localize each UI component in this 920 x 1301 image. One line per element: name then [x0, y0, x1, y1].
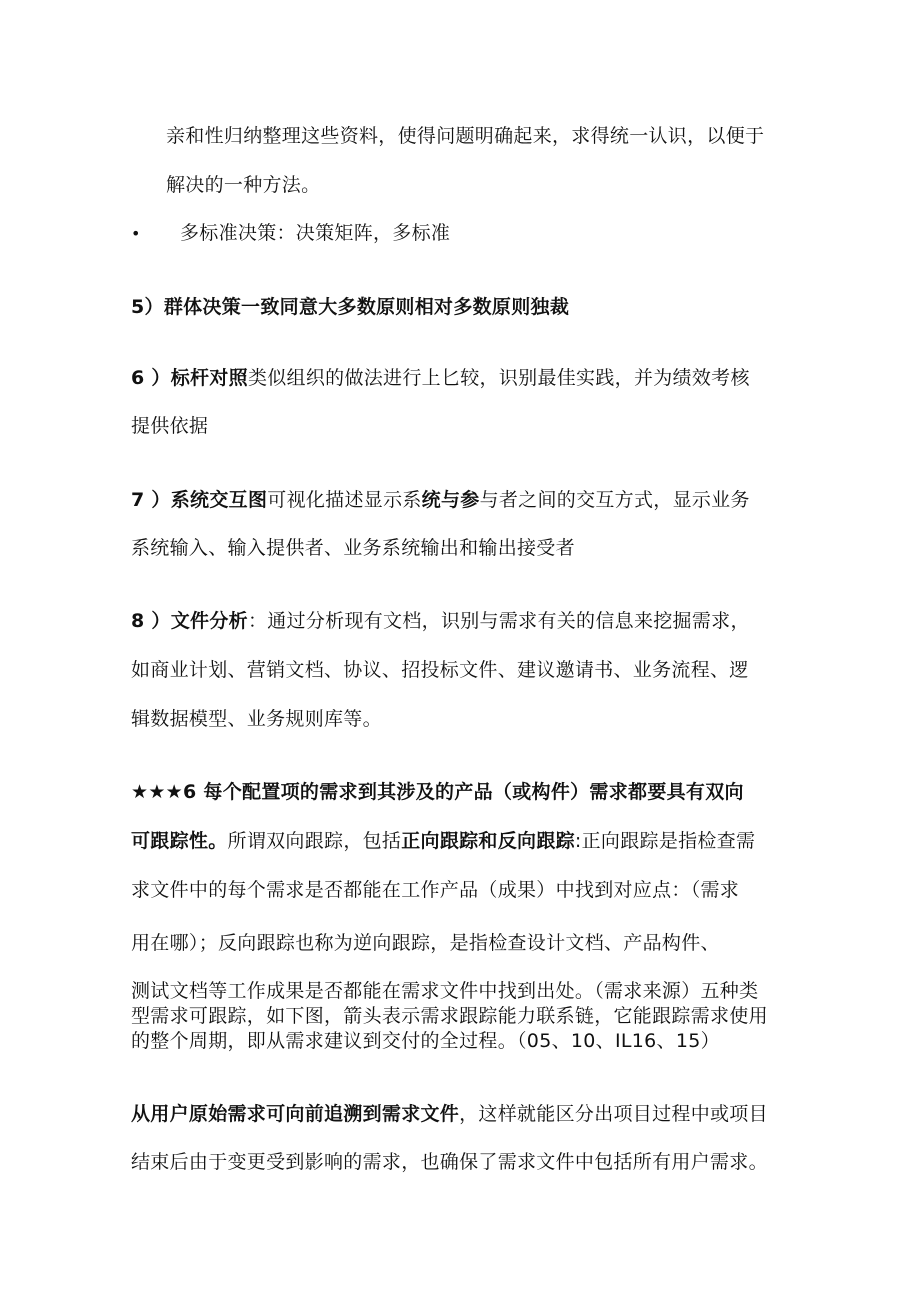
last-line-1: [131, 1102, 768, 1126]
section-6-text: 类似组织的做法进行上匕较，识别最佳实践，并为绩效考核: [247, 367, 750, 389]
section-8-term: 文件分析: [170, 610, 248, 632]
section-7-line-2: 系统输入、输入提供者、业务系统输出和输出接受者: [131, 537, 575, 559]
section-8-line-1: [131, 609, 750, 633]
star-line-4: 用在哪）；反向跟踪也称为逆向跟踪，是指检查设计文档、产品构件、: [131, 932, 720, 954]
section-7-bold: 统与参: [421, 489, 480, 511]
section-7-line-1: [131, 488, 750, 512]
star-line-2: [131, 829, 755, 853]
star-bold-b: 正向跟踪和反向跟踪: [401, 830, 575, 852]
section-7-term: 系统交互图: [170, 489, 268, 511]
last-bold: 从用户原始需求可向前追溯到需求文件: [131, 1103, 460, 1125]
section-8-number: 8 ）: [131, 610, 171, 632]
section-7-text-b: 与者之间的交互方式，显示业务: [479, 489, 750, 511]
section-6-line-1: [131, 366, 750, 390]
section-8-line-3: 辑数据模型、业务规则库等。: [131, 708, 382, 730]
section-6-term: 标杆对照: [170, 367, 248, 389]
last-line-2: 结束后由于变更受到影响的需求，也确保了需求文件中包括所有用户需求。: [131, 1151, 768, 1173]
section-6-line-2: 提供依据: [131, 415, 209, 437]
star-bold-a: 可跟踪性。: [131, 830, 228, 852]
star-line-5: 测试文档等工作成果是否都能在需求文件中找到出处。（需求来源）五种类: [131, 980, 759, 1002]
bullet-item: 多标准决策：决策矩阵，多标准: [180, 222, 451, 244]
star-line-3: 求文件中的每个需求是否都能在工作产品（成果）中找到对应点：（需求: [131, 879, 740, 901]
paragraph-line-1: 亲和性归纳整理这些资料，使得问题明确起来，求得统一认识，以便于: [166, 125, 765, 147]
section-6-number: 6 ）: [131, 367, 171, 389]
section-8-line-2: 如商业计划、营销文档、协议、招投标文件、建议邀请书、业务流程、逻: [131, 659, 749, 681]
star-line-7: 的整个周期，即从需求建议到交付的全过程。（05、10、IL16、15）: [131, 1030, 720, 1052]
bullet-icon: •: [131, 224, 141, 243]
star-heading: ★★★6 每个配置项的需求到其涉及的产品（或构件）需求都要具有双向: [131, 781, 744, 803]
paragraph-line-2: 解决的一种方法。: [166, 174, 321, 196]
star-text-b: :正向跟踪是指检查需: [574, 830, 756, 852]
section-5: 5）群体决策一致同意大多数原则相对多数原则独裁: [131, 296, 570, 318]
section-8-text: ：通过分析现有文档，识别与需求有关的信息来挖掘需求，: [247, 610, 750, 632]
section-7-number: 7 ）: [131, 489, 171, 511]
star-text-a: 所谓双向跟踪，包括: [227, 830, 402, 852]
star-line-6: 型需求可跟踪，如下图，箭头表示需求跟踪能力联系链，它能跟踪需求使用: [131, 1005, 768, 1027]
last-text: ，这样就能区分出项目过程中或项目: [459, 1103, 768, 1125]
section-7-text-a: 可视化描述显示系: [267, 489, 422, 511]
